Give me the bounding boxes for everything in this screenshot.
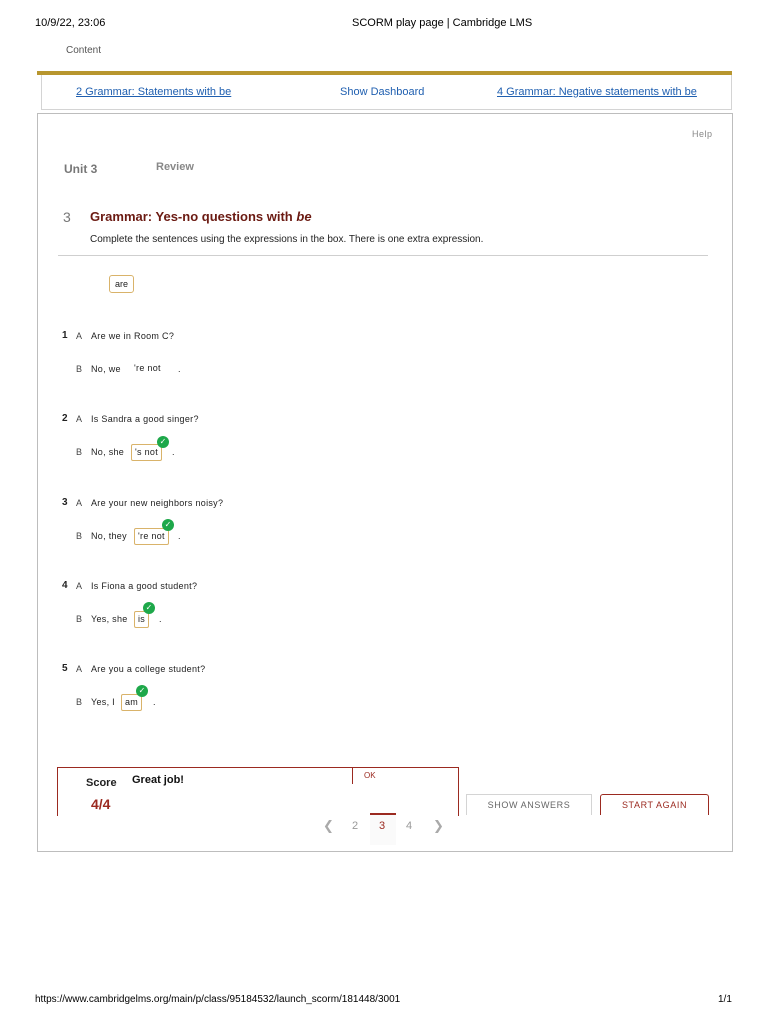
answer-field[interactable]: 're not	[134, 363, 161, 373]
sentence-end: .	[153, 697, 156, 707]
score-feedback-panel	[57, 767, 459, 816]
speaker-b-label: B	[76, 614, 83, 624]
item-number: 4	[62, 580, 68, 591]
show-answers-button[interactable]: SHOW ANSWERS	[466, 794, 592, 815]
answer-field[interactable]: 're not	[134, 528, 169, 545]
print-page-number: 1/1	[718, 994, 732, 1005]
answer-field[interactable]: 's not	[131, 444, 162, 461]
response-text: No, they	[91, 531, 127, 541]
sentence-end: .	[172, 447, 175, 457]
response-text: Yes, I	[91, 697, 115, 707]
score-label: Score	[86, 777, 117, 789]
speaker-a-label: A	[76, 414, 83, 424]
speaker-b-label: B	[76, 447, 83, 457]
divider	[58, 255, 708, 256]
correct-check-icon: ✓	[157, 436, 169, 448]
speaker-a-label: A	[76, 498, 83, 508]
sentence-end: .	[178, 531, 181, 541]
question-text: Are your new neighbors noisy?	[91, 498, 224, 508]
print-url: https://www.cambridgelms.org/main/p/class/95184532/launch_scorm/181448/3001	[35, 994, 401, 1005]
speaker-b-label: B	[76, 364, 83, 374]
speaker-b-label: B	[76, 531, 83, 541]
question-text: Is Fiona a good student?	[91, 581, 198, 591]
answer-field[interactable]: am	[121, 694, 142, 711]
question-text: Are you a college student?	[91, 664, 206, 674]
word-box-item[interactable]: are	[109, 275, 134, 293]
print-datetime: 10/9/22, 23:06	[35, 17, 106, 29]
correct-check-icon: ✓	[143, 602, 155, 614]
item-number: 5	[62, 663, 68, 674]
speaker-a-label: A	[76, 664, 83, 674]
exercise-instructions: Complete the sentences using the expressions in the box. There is one extra expression.	[90, 234, 484, 245]
exercise-title-main: Grammar: Yes-no questions with	[90, 209, 297, 224]
score-value: 4/4	[91, 796, 111, 812]
sentence-end: .	[159, 614, 162, 624]
print-page-title: SCORM play page | Cambridge LMS	[352, 17, 533, 29]
exercise-title	[90, 209, 312, 224]
pagination-current-page[interactable]: 3	[379, 820, 386, 832]
pagination-page[interactable]: 4	[406, 820, 413, 832]
sentence-end: .	[178, 364, 181, 374]
response-text: No, we	[91, 364, 121, 374]
section-label: Review	[156, 161, 194, 173]
exercise-number: 3	[63, 209, 71, 225]
question-text: Are we in Room C?	[91, 331, 175, 341]
speaker-b-label: B	[76, 697, 83, 707]
ok-separator	[352, 768, 353, 784]
item-number: 3	[62, 497, 68, 508]
item-number: 2	[62, 413, 68, 424]
help-link[interactable]: Help	[692, 129, 713, 139]
item-number: 1	[62, 330, 68, 341]
unit-label: Unit 3	[64, 162, 98, 176]
question-text: Is Sandra a good singer?	[91, 414, 199, 424]
next-activity-link[interactable]: 4 Grammar: Negative statements with be	[497, 86, 697, 98]
prev-activity-link[interactable]: 2 Grammar: Statements with be	[76, 86, 232, 98]
content-label[interactable]: Content	[66, 45, 102, 56]
response-text: Yes, she	[91, 614, 128, 624]
pagination-prev-icon[interactable]: ❮	[323, 818, 334, 833]
start-again-button[interactable]: START AGAIN	[600, 794, 709, 815]
exercise-title-emphasis: be	[296, 209, 312, 224]
correct-check-icon: ✓	[162, 519, 174, 531]
feedback-message: Great job!	[132, 774, 184, 786]
speaker-a-label: A	[76, 581, 83, 591]
show-dashboard-link[interactable]: Show Dashboard	[340, 86, 425, 98]
ok-button[interactable]: OK	[364, 771, 376, 780]
correct-check-icon: ✓	[136, 685, 148, 697]
speaker-a-label: A	[76, 331, 83, 341]
answer-field[interactable]: is	[134, 611, 149, 628]
pagination-next-icon[interactable]: ❯	[433, 818, 444, 833]
response-text: No, she	[91, 447, 125, 457]
pagination-page[interactable]: 2	[352, 820, 359, 832]
